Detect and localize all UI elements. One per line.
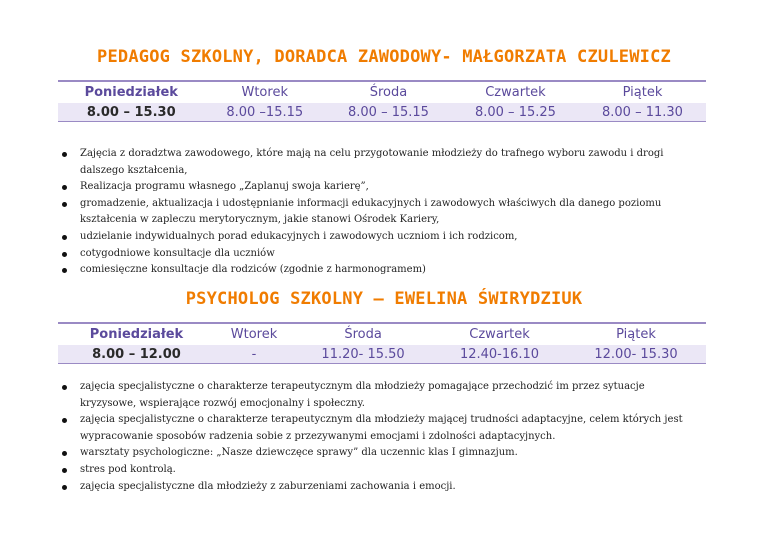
list-item: zajęcia specjalistyczne o charakterze terapeutycznym dla młodzieży mającej trudności adaptacyjne, celem których jest wypracowanie sposobów radzenia sobie z przezywanymi emocjami i zdolności adaptacyjnych. bbox=[60, 412, 700, 445]
day-monday: Poniedziałek bbox=[58, 81, 205, 103]
hours-monday: 8.00 – 12.00 bbox=[58, 345, 215, 364]
section1-title: PEDAGOG SZKOLNY, DORADCA ZAWODOWY- MAŁGORZATA CZULEWICZ bbox=[97, 47, 671, 67]
list-item: warsztaty psychologiczne: „Nasze dziewczęce sprawy” dla uczennic klas I gimnazjum. bbox=[60, 445, 700, 462]
day-wednesday: Środa bbox=[325, 81, 452, 103]
schedule-hours-row bbox=[58, 103, 706, 122]
section1-duties-list bbox=[60, 146, 700, 279]
schedule-days-row bbox=[58, 323, 706, 345]
day-tuesday: Wtorek bbox=[205, 81, 325, 103]
list-item: cotygodniowe konsultacje dla uczniów bbox=[60, 246, 700, 263]
list-item: stres pod kontrolą. bbox=[60, 462, 700, 479]
day-thursday: Czwartek bbox=[452, 81, 579, 103]
hours-friday: 8.00 – 11.30 bbox=[579, 103, 706, 122]
day-thursday: Czwartek bbox=[433, 323, 566, 345]
list-item: gromadzenie, aktualizacja i udostępnianie informacji edukacyjnych i zawodowych właściwych dla danego poziomu kształcenia w zapleczu merytorycznym, jakie stanowi Ośrodek Kariery, bbox=[60, 196, 700, 229]
section2-duties-list bbox=[60, 379, 700, 495]
list-item: zajęcia specjalistyczne o charakterze terapeutycznym dla młodzieży pomagające przechodzić im przez sytuacje kryzysowe, wspierające rozwój emocjonalny i społeczny. bbox=[60, 379, 700, 412]
hours-thursday: 8.00 – 15.25 bbox=[452, 103, 579, 122]
section2-title: PSYCHOLOG SZKOLNY – EWELINA ŚWIRYDZIUK bbox=[185, 289, 583, 309]
schedule-hours-row bbox=[58, 345, 706, 364]
list-item: udzielanie indywidualnych porad edukacyjnych i zawodowych uczniom i ich rodzicom, bbox=[60, 229, 700, 246]
list-item: Realizacja programu własnego „Zaplanuj swoja karierę”, bbox=[60, 179, 700, 196]
day-tuesday: Wtorek bbox=[215, 323, 293, 345]
day-friday: Piątek bbox=[566, 323, 706, 345]
section1-schedule-table bbox=[58, 80, 706, 122]
day-wednesday: Środa bbox=[293, 323, 433, 345]
list-item: zajęcia specjalistyczne dla młodzieży z zaburzeniami zachowania i emocji. bbox=[60, 479, 700, 496]
hours-tuesday: - bbox=[215, 345, 293, 364]
list-item: comiesięczne konsultacje dla rodziców (zgodnie z harmonogramem) bbox=[60, 262, 700, 279]
hours-friday: 12.00- 15.30 bbox=[566, 345, 706, 364]
day-friday: Piątek bbox=[579, 81, 706, 103]
hours-tuesday: 8.00 –15.15 bbox=[205, 103, 325, 122]
list-item: Zajęcia z doradztwa zawodowego, które mają na celu przygotowanie młodzieży do trafnego wyboru zawodu i drogi dalszego kształcenia, bbox=[60, 146, 700, 179]
hours-wednesday: 8.00 – 15.15 bbox=[325, 103, 452, 122]
hours-wednesday: 11.20- 15.50 bbox=[293, 345, 433, 364]
section2-schedule-table bbox=[58, 322, 706, 364]
day-monday: Poniedziałek bbox=[58, 323, 215, 345]
hours-thursday: 12.40-16.10 bbox=[433, 345, 566, 364]
hours-monday: 8.00 – 15.30 bbox=[58, 103, 205, 122]
schedule-days-row bbox=[58, 81, 706, 103]
